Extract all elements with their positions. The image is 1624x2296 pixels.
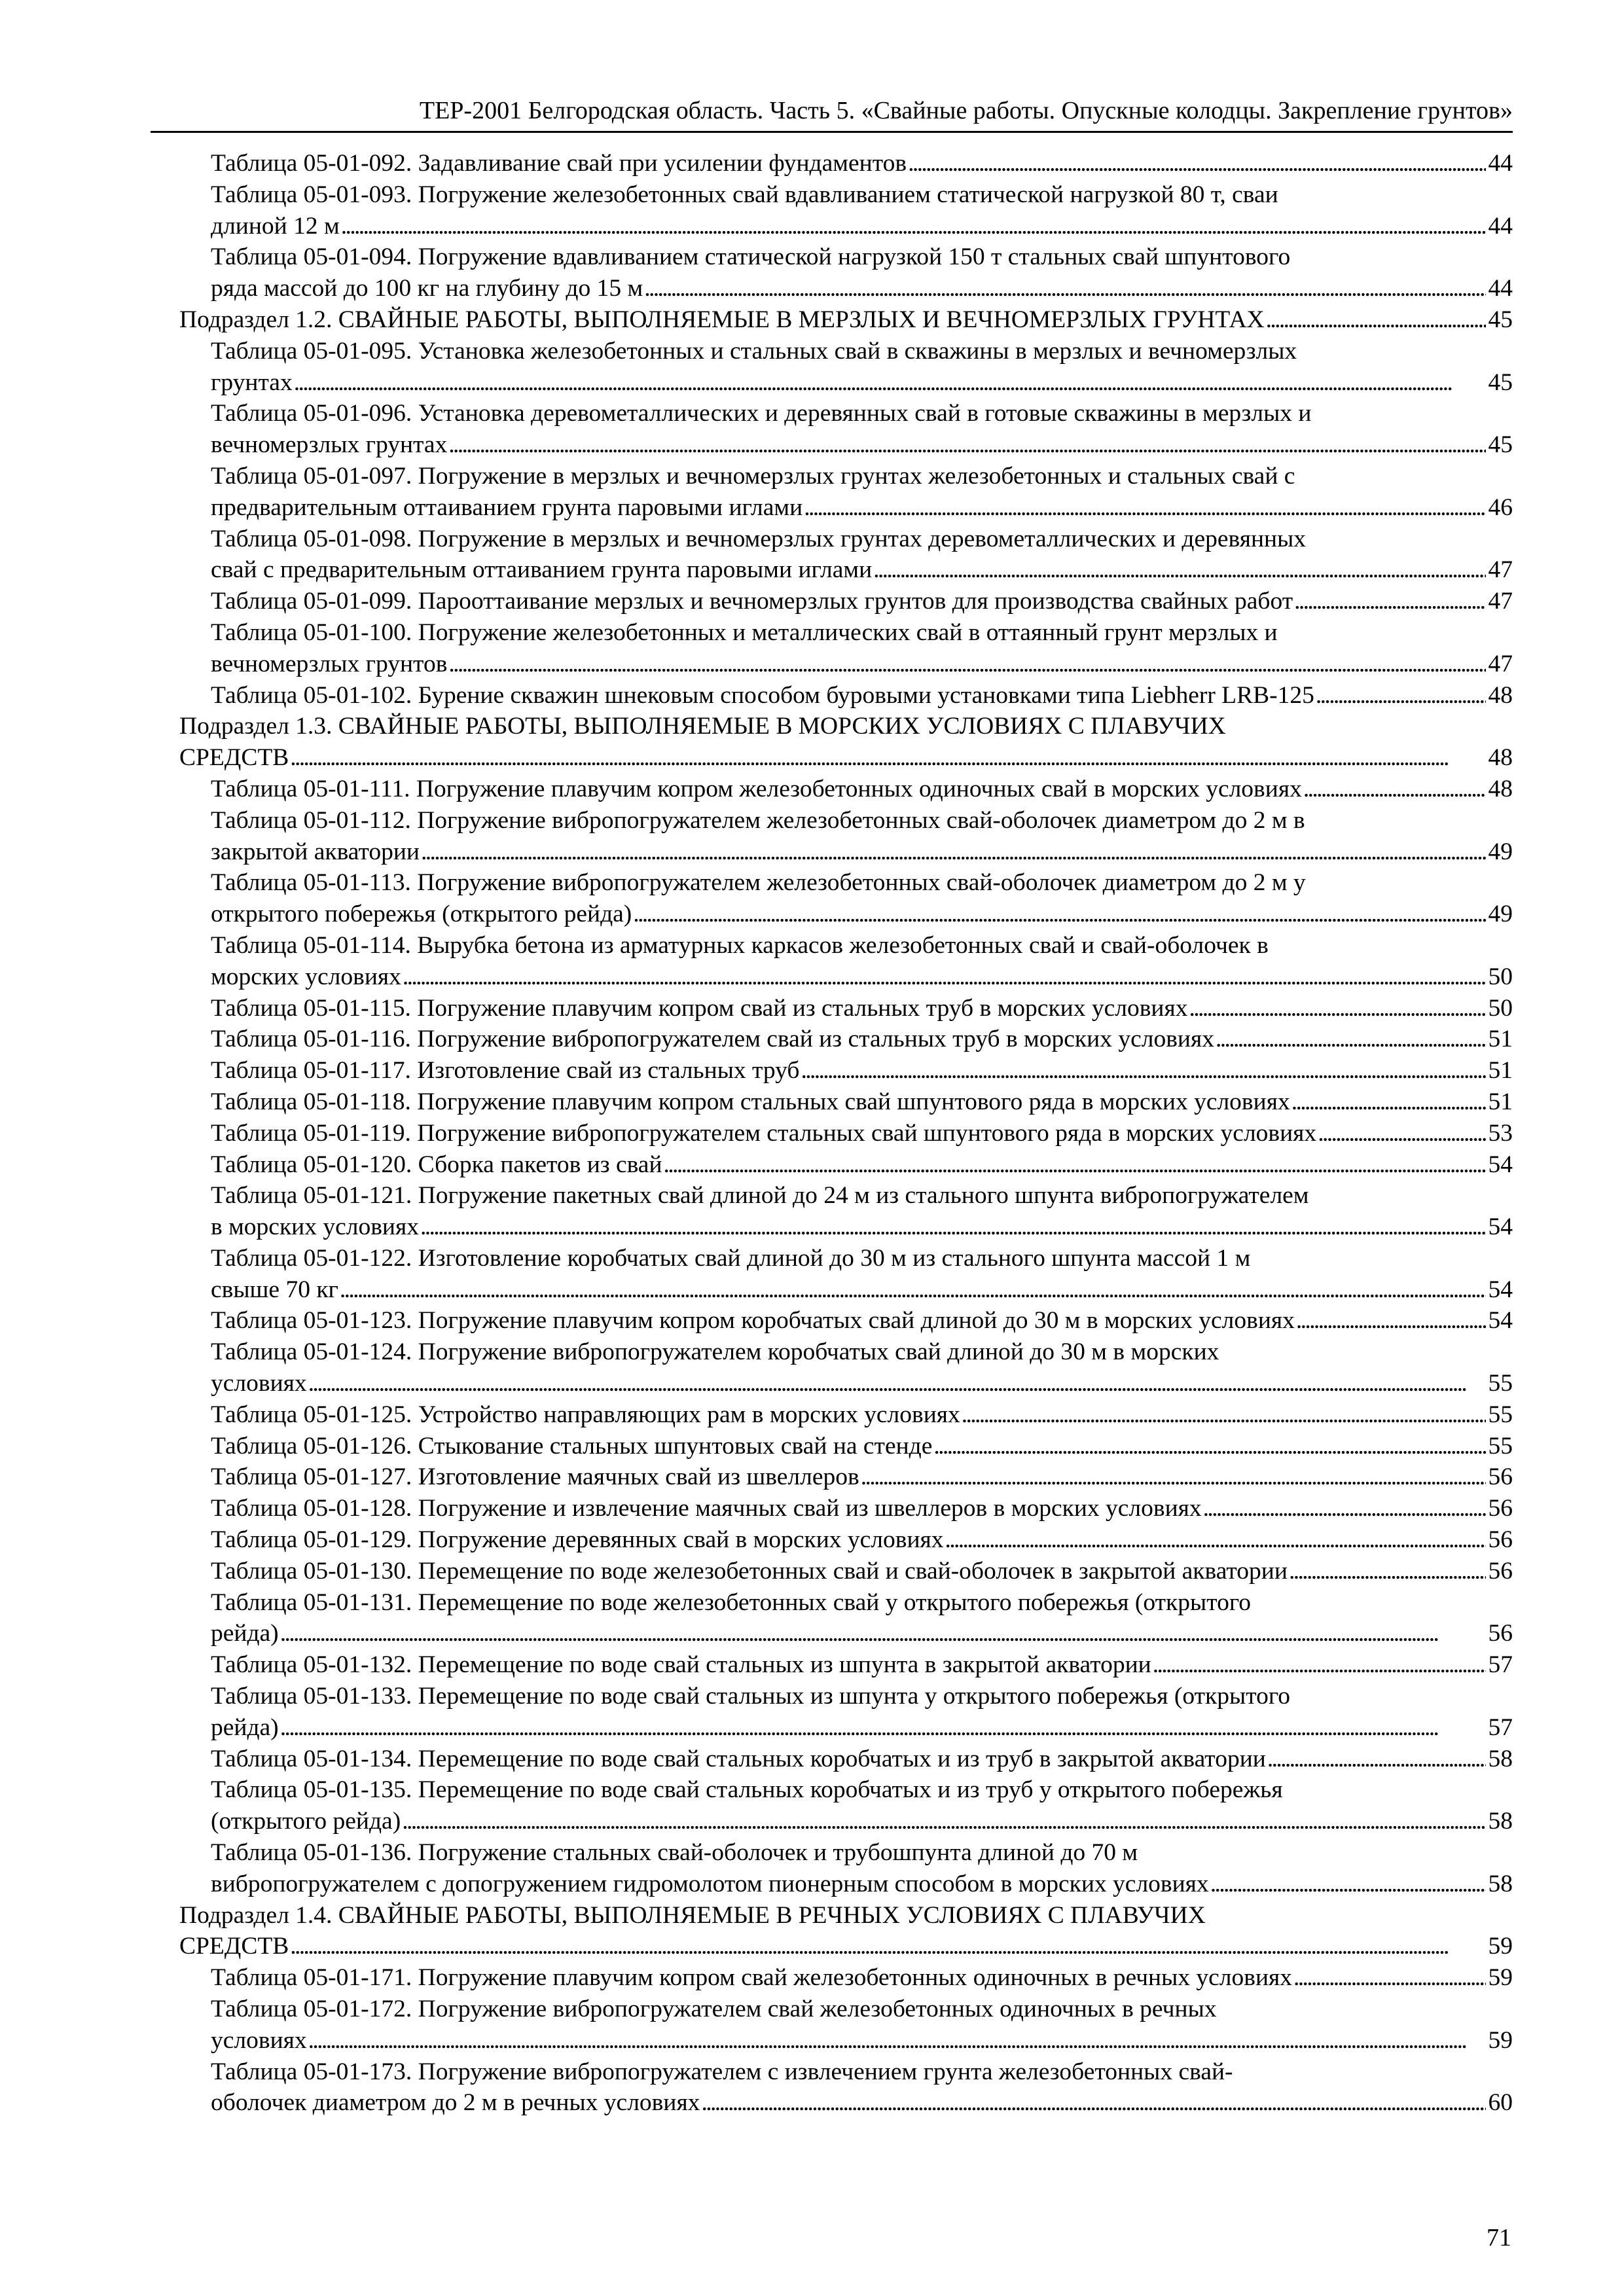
toc-entry-line — [179, 711, 1513, 742]
toc-entry-line — [211, 179, 1513, 211]
toc-page-number: 45 — [1488, 431, 1513, 459]
dot-leader — [420, 1211, 1486, 1243]
toc-page-number: 47 — [1488, 588, 1513, 615]
toc-entry-text: Таблица 05-01-120. Сборка пакетов из свай — [211, 1151, 662, 1178]
toc-entry-text: открытого побережья (открытого рейда) — [211, 901, 632, 928]
toc-section-entry[interactable] — [179, 304, 1513, 336]
toc-entry-text: свай с предварительным оттаиванием грунта паровыми иглами — [211, 556, 873, 584]
toc-page-number: 54 — [1488, 1151, 1513, 1178]
toc-entry-line — [211, 1869, 1513, 1900]
dot-leader — [1153, 1649, 1486, 1681]
toc-page-number: 59 — [1488, 1933, 1513, 1960]
dot-leader — [1318, 1118, 1485, 1149]
toc-entry-text: Подраздел 1.4. СВАЙНЫЕ РАБОТЫ, ВЫПОЛНЯЕМЫЕ В РЕЧНЫХ УСЛОВИЯХ С ПЛАВУЧИХ — [179, 1901, 1206, 1929]
toc-entry-text: (открытого рейда) — [211, 1808, 401, 1835]
toc-entry-text: рейда) — [211, 1713, 279, 1741]
toc-table-entry[interactable] — [179, 867, 1513, 930]
toc-page-number: 58 — [1488, 1870, 1513, 1897]
dot-leader — [633, 899, 1485, 930]
dot-leader — [1291, 1086, 1486, 1118]
toc-entry-text: закрытой акватории — [211, 838, 420, 865]
dot-leader — [804, 492, 1485, 524]
toc-entry-text: Таблица 05-01-094. Погружение вдавливанием статической нагрузкой 150 т стальных свай шпунтового — [211, 243, 1291, 271]
dot-leader — [1203, 1493, 1486, 1524]
toc-entry-text: Таблица 05-01-118. Погружение плавучим копром стальных свай шпунтового ряда в морских условиях — [211, 1088, 1290, 1115]
toc-table-entry[interactable] — [179, 461, 1513, 524]
toc-section-entry[interactable] — [179, 1900, 1513, 1963]
toc-entry-text: Таблица 05-01-127. Изготовление маячных свай из швеллеров — [211, 1463, 859, 1491]
toc-entry-text: Таблица 05-01-116. Погружение вибропогружателем свай из стальных труб в морских условиях — [211, 1026, 1214, 1053]
dot-leader — [280, 1618, 1486, 1649]
toc-table-entry[interactable] — [179, 586, 1513, 617]
toc-entry-text: грунтах — [211, 368, 293, 396]
dot-leader — [933, 1431, 1485, 1462]
toc-entry-line — [179, 1900, 1513, 1931]
toc-page-number: 47 — [1488, 650, 1513, 677]
toc-entry-line — [211, 1524, 1513, 1556]
toc-entry-text: Таблица 05-01-173. Погружение вибропогружателем с извлечением грунта железобетонных свай- — [211, 2058, 1233, 2085]
dot-leader — [421, 836, 1486, 868]
toc-entry-text: Таблица 05-01-096. Установка деревометаллических и деревянных свай в готовые скважины в мерзлых и — [211, 400, 1312, 427]
toc-entry-line — [211, 1493, 1513, 1524]
table-of-contents — [179, 148, 1513, 2119]
toc-entry-line — [211, 211, 1513, 242]
toc-page-number: 51 — [1488, 1026, 1513, 1053]
toc-page-number: 58 — [1488, 1745, 1513, 1772]
toc-entry-text: Таблица 05-01-126. Стыкование стальных шпунтовых свай на стенде — [211, 1432, 933, 1460]
dot-leader — [701, 2087, 1485, 2119]
toc-entry-text: Таблица 05-01-119. Погружение вибропогружателем стальных свай шпунтового ряда в морских условиях — [211, 1119, 1317, 1147]
dot-leader — [1293, 1962, 1485, 1994]
toc-entry-text: рейда) — [211, 1620, 279, 1647]
dot-leader — [664, 1149, 1486, 1181]
toc-entry-line — [211, 899, 1513, 930]
toc-entry-line — [211, 429, 1513, 461]
toc-entry-text: Таблица 05-01-135. Перемещение по воде свай стальных коробчатых и из труб у открытого побережья — [211, 1776, 1283, 1804]
toc-entry-text: Таблица 05-01-117. Изготовление свай из стальных труб — [211, 1057, 800, 1085]
toc-entry-line — [211, 1180, 1513, 1211]
toc-entry-line — [211, 1649, 1513, 1681]
toc-entry-text: вибропогружателем с допогружением гидромолотом пионерным способом в морских условиях — [211, 1870, 1209, 1897]
toc-table-entry[interactable] — [179, 1524, 1513, 1556]
dot-leader — [290, 1931, 1485, 1962]
toc-entry-text: Таблица 05-01-128. Погружение и извлечение маячных свай из швеллеров в морских условиях — [211, 1495, 1202, 1522]
toc-entry-text: условиях — [211, 2026, 307, 2054]
toc-page-number: 45 — [1488, 368, 1513, 396]
toc-page-number: 59 — [1488, 1964, 1513, 1992]
toc-entry-text: Таблица 05-01-133. Перемещение по воде свай стальных из шпунта у открытого побережья (открытого — [211, 1683, 1291, 1710]
toc-entry-line — [211, 2056, 1513, 2088]
toc-entry-line — [211, 461, 1513, 492]
toc-entry-text: Таблица 05-01-134. Перемещение по воде свай стальных коробчатых и из труб в закрытой акватории — [211, 1745, 1266, 1772]
toc-entry-text: вечномерзлых грунтов — [211, 650, 448, 677]
dot-leader — [1216, 1024, 1486, 1055]
toc-entry-text: Таблица 05-01-111. Погружение плавучим копром железобетонных одиночных свай в морских условиях — [211, 775, 1302, 802]
toc-entry-line — [211, 273, 1513, 304]
toc-entry-line — [211, 1556, 1513, 1587]
toc-entry-line — [211, 1712, 1513, 1744]
dot-leader — [294, 367, 1486, 399]
toc-page-number: 51 — [1488, 1057, 1513, 1085]
toc-table-entry[interactable] — [179, 1587, 1513, 1650]
toc-entry-text: ряда массой до 100 кг на глубину до 15 м — [211, 275, 643, 302]
toc-entry-text: Таблица 05-01-130. Перемещение по воде железобетонных свай и свай-оболочек в закрытой акватории — [211, 1557, 1288, 1585]
toc-entry-line — [211, 961, 1513, 993]
toc-table-entry[interactable] — [179, 1556, 1513, 1587]
toc-table-entry[interactable] — [179, 336, 1513, 399]
toc-entry-line — [211, 1837, 1513, 1869]
toc-table-entry[interactable] — [179, 1055, 1513, 1086]
toc-entry-line — [211, 586, 1513, 617]
toc-entry-text: Таблица 05-01-171. Погружение плавучим копром свай железобетонных одиночных в речных условиях — [211, 1964, 1293, 1992]
toc-page-number: 44 — [1488, 212, 1513, 240]
toc-entry-line — [211, 336, 1513, 367]
dot-leader — [1210, 1869, 1486, 1900]
toc-entry-line — [211, 649, 1513, 680]
dot-leader — [1267, 1744, 1486, 1775]
toc-entry-line — [211, 1994, 1513, 2025]
toc-page-number: 51 — [1488, 1088, 1513, 1115]
dot-leader — [873, 554, 1485, 586]
toc-table-entry[interactable] — [179, 1149, 1513, 1181]
toc-table-entry[interactable] — [179, 148, 1513, 179]
toc-entry-text: оболочек диаметром до 2 м в речных условиях — [211, 2089, 700, 2117]
toc-table-entry[interactable] — [179, 1744, 1513, 1775]
toc-table-entry[interactable] — [179, 1493, 1513, 1524]
toc-entry-line — [211, 1211, 1513, 1243]
toc-table-entry[interactable] — [179, 1024, 1513, 1055]
toc-entry-text: вечномерзлых грунтах — [211, 431, 448, 459]
toc-entry-text: Таблица 05-01-114. Вырубка бетона из арматурных каркасов железобетонных свай и свай-оболочек в — [211, 931, 1269, 959]
toc-entry-text: Таблица 05-01-172. Погружение вибропогружателем свай железобетонных одиночных в речных — [211, 1996, 1217, 2023]
toc-entry-line — [211, 1149, 1513, 1181]
toc-entry-line — [211, 680, 1513, 711]
toc-page-number: 57 — [1488, 1713, 1513, 1741]
toc-entry-line — [211, 1774, 1513, 1806]
toc-entry-line — [211, 1086, 1513, 1118]
toc-entry-line — [211, 242, 1513, 273]
toc-entry-line — [211, 1462, 1513, 1493]
toc-table-entry[interactable] — [179, 993, 1513, 1024]
toc-table-entry[interactable] — [179, 1243, 1513, 1306]
toc-page-number: 58 — [1488, 1808, 1513, 1835]
dot-leader — [290, 742, 1485, 774]
toc-entry-text: Таблица 05-01-129. Погружение деревянных свай в морских условиях — [211, 1526, 944, 1554]
toc-entry-text: Таблица 05-01-113. Погружение вибропогружателем железобетонных свай-оболочек диаметром до 2 м у — [211, 869, 1306, 897]
toc-entry-text: Подраздел 1.2. СВАЙНЫЕ РАБОТЫ, ВЫПОЛНЯЕМЫЕ В МЕРЗЛЫХ И ВЕЧНОМЕРЗЛЫХ ГРУНТАХ — [179, 306, 1265, 333]
dot-leader — [448, 649, 1485, 680]
toc-page-number: 54 — [1488, 1213, 1513, 1241]
toc-entry-line — [179, 304, 1513, 336]
toc-entry-text: Таблица 05-01-122. Изготовление коробчатых свай длиной до 30 м из стального шпунта массой 1 м — [211, 1244, 1251, 1272]
toc-table-entry[interactable] — [179, 179, 1513, 242]
toc-entry-line — [211, 2025, 1513, 2056]
toc-page-number: 60 — [1488, 2089, 1513, 2117]
dot-leader — [1189, 993, 1486, 1024]
toc-entry-line — [211, 1024, 1513, 1055]
toc-table-entry[interactable] — [179, 1399, 1513, 1431]
toc-entry-text: Таблица 05-01-123. Погружение плавучим копром коробчатых свай длиной до 30 м в морских условиях — [211, 1307, 1295, 1335]
toc-page-number: 44 — [1488, 150, 1513, 177]
toc-page-number: 56 — [1488, 1463, 1513, 1491]
toc-entry-line — [211, 1431, 1513, 1462]
toc-table-entry[interactable] — [179, 805, 1513, 868]
toc-table-entry[interactable] — [179, 1994, 1513, 2056]
toc-entry-text: Таблица 05-01-092. Задавливание свай при усилении фундаментов — [211, 150, 907, 177]
toc-table-entry[interactable] — [179, 1086, 1513, 1118]
toc-entry-line — [211, 148, 1513, 179]
dot-leader — [1296, 1305, 1486, 1336]
toc-entry-line — [211, 1806, 1513, 1837]
toc-page-number: 54 — [1488, 1307, 1513, 1335]
toc-entry-line — [211, 1587, 1513, 1619]
dot-leader — [340, 1274, 1486, 1306]
toc-page-number: 47 — [1488, 556, 1513, 584]
toc-page-number: 56 — [1488, 1557, 1513, 1585]
toc-entry-line — [179, 1931, 1513, 1962]
toc-entry-text: Таблица 05-01-131. Перемещение по воде железобетонных свай у открытого побережья (открытого — [211, 1588, 1252, 1616]
toc-entry-text: Таблица 05-01-100. Погружение железобетонных и металлических свай в оттаянный грунт мерзлых и — [211, 619, 1278, 646]
toc-page-number: 56 — [1488, 1620, 1513, 1647]
toc-entry-line — [211, 1962, 1513, 1994]
toc-page-number: 49 — [1488, 901, 1513, 928]
toc-table-entry[interactable] — [179, 1118, 1513, 1149]
toc-page-number: 56 — [1488, 1495, 1513, 1522]
toc-entry-line — [211, 1118, 1513, 1149]
dot-leader — [908, 148, 1485, 179]
toc-entry-text: Подраздел 1.3. СВАЙНЫЕ РАБОТЫ, ВЫПОЛНЯЕМЫЕ В МОРСКИХ УСЛОВИЯХ С ПЛАВУЧИХ — [179, 713, 1226, 740]
toc-entry-text: Таблица 05-01-095. Установка железобетонных и стальных свай в скважины в мерзлых и вечномерзлых — [211, 337, 1297, 365]
toc-entry-line — [211, 993, 1513, 1024]
page-number: 71 — [1487, 2224, 1511, 2251]
dot-leader — [280, 1712, 1486, 1744]
toc-page-number: 49 — [1488, 838, 1513, 865]
toc-page-number: 55 — [1488, 1432, 1513, 1460]
toc-page-number: 48 — [1488, 681, 1513, 709]
toc-entry-text: Таблица 05-01-124. Погружение вибропогружателем коробчатых свай длиной до 30 м в морских — [211, 1338, 1219, 1366]
toc-page-number: 59 — [1488, 2026, 1513, 2054]
toc-entry-text: морских условиях — [211, 963, 401, 990]
toc-page-number: 45 — [1488, 306, 1513, 333]
toc-entry-text: условиях — [211, 1370, 307, 1397]
toc-entry-line — [211, 1305, 1513, 1336]
toc-entry-text: Таблица 05-01-112. Погружение вибропогружателем железобетонных свай-оболочек диаметром до 2 м в — [211, 806, 1305, 834]
toc-entry-line — [211, 554, 1513, 586]
toc-table-entry[interactable] — [179, 1305, 1513, 1336]
toc-entry-text: Таблица 05-01-132. Перемещение по воде свай стальных из шпунта в закрытой акватории — [211, 1651, 1151, 1679]
toc-entry-text: Таблица 05-01-102. Бурение скважин шнековым способом буровыми установками типа Liebherr LRB-125 — [211, 681, 1314, 709]
toc-entry-text: Таблица 05-01-099. Парооттаивание мерзлых и вечномерзлых грунтов для производства свайных работ — [211, 588, 1293, 615]
toc-entry-text: длиной 12 м — [211, 212, 340, 240]
toc-page-number: 44 — [1488, 275, 1513, 302]
toc-entry-text: Таблица 05-01-115. Погружение плавучим копром свай из стальных труб в морских условиях — [211, 994, 1188, 1022]
toc-entry-line — [211, 867, 1513, 899]
toc-entry-line — [211, 367, 1513, 399]
toc-table-entry[interactable] — [179, 242, 1513, 304]
toc-entry-text: свыше 70 кг — [211, 1276, 338, 1303]
dot-leader — [801, 1055, 1486, 1086]
toc-entry-line — [211, 1681, 1513, 1712]
toc-entry-text: Таблица 05-01-125. Устройство направляющих рам в морских условиях — [211, 1401, 960, 1428]
toc-page-number: 48 — [1488, 744, 1513, 772]
dot-leader — [448, 429, 1485, 461]
toc-entry-text: Таблица 05-01-098. Погружение в мерзлых и вечномерзлых грунтах деревометаллических и деревянных — [211, 525, 1307, 552]
dot-leader — [1303, 774, 1486, 805]
dot-leader — [1294, 586, 1485, 617]
toc-page-number: 57 — [1488, 1651, 1513, 1679]
toc-entry-text: СРЕДСТВ — [179, 744, 289, 772]
toc-table-entry[interactable] — [179, 1180, 1513, 1243]
dot-leader — [308, 2025, 1486, 2056]
toc-table-entry[interactable] — [179, 1774, 1513, 1837]
toc-entry-text: Таблица 05-01-136. Погружение стальных свай-оболочек и трубошпунта длиной до 70 м — [211, 1839, 1138, 1867]
toc-table-entry[interactable] — [179, 1336, 1513, 1399]
toc-page-number: 50 — [1488, 963, 1513, 990]
toc-table-entry[interactable] — [179, 1649, 1513, 1681]
dot-leader — [1316, 680, 1486, 711]
toc-entry-line — [211, 1618, 1513, 1649]
toc-entry-line — [211, 1336, 1513, 1368]
toc-entry-line — [211, 774, 1513, 805]
toc-page-number: 46 — [1488, 493, 1513, 521]
toc-entry-line — [211, 805, 1513, 836]
toc-page-number: 48 — [1488, 775, 1513, 802]
toc-table-entry[interactable] — [179, 1837, 1513, 1900]
toc-page-number: 50 — [1488, 994, 1513, 1022]
toc-entry-line — [211, 1274, 1513, 1306]
toc-page-number: 55 — [1488, 1401, 1513, 1428]
toc-table-entry[interactable] — [179, 1462, 1513, 1493]
toc-entry-line — [211, 1368, 1513, 1399]
toc-table-entry[interactable] — [179, 1962, 1513, 1994]
toc-table-entry[interactable] — [179, 524, 1513, 586]
dot-leader — [861, 1462, 1486, 1493]
toc-entry-text: Таблица 05-01-093. Погружение железобетонных свай вдавливанием статической нагрузкой 80 т, сваи — [211, 181, 1278, 208]
toc-entry-text: Таблица 05-01-097. Погружение в мерзлых и вечномерзлых грунтах железобетонных и стальных свай с — [211, 462, 1295, 490]
running-header: ТЕР-2001 Белгородская область. Часть 5. «Свайные работы. Опускные колодцы. Закрепление грунтов» — [419, 97, 1513, 124]
toc-table-entry[interactable] — [179, 398, 1513, 461]
toc-entry-line — [211, 524, 1513, 555]
toc-entry-text: предварительным оттаиванием грунта паровыми иглами — [211, 493, 803, 521]
toc-entry-line — [211, 1243, 1513, 1274]
toc-entry-line — [211, 836, 1513, 868]
dot-leader — [962, 1399, 1486, 1431]
toc-entry-text: СРЕДСТВ — [179, 1933, 289, 1960]
toc-entry-line — [211, 930, 1513, 961]
toc-table-entry[interactable] — [179, 1681, 1513, 1744]
toc-entry-line — [211, 2087, 1513, 2119]
toc-page-number: 53 — [1488, 1119, 1513, 1147]
toc-entry-line — [211, 1744, 1513, 1775]
toc-entry-line — [211, 398, 1513, 429]
toc-entry-text: Таблица 05-01-121. Погружение пакетных свай длиной до 24 м из стального шпунта вибропогружателем — [211, 1182, 1309, 1210]
dot-leader — [308, 1368, 1486, 1399]
toc-table-entry[interactable] — [179, 930, 1513, 993]
toc-entry-line — [211, 1055, 1513, 1086]
toc-table-entry[interactable] — [179, 774, 1513, 805]
toc-entry-line — [179, 742, 1513, 774]
dot-leader — [341, 211, 1486, 242]
dot-leader — [402, 1806, 1485, 1837]
header-rule — [151, 131, 1513, 133]
toc-table-entry[interactable] — [179, 680, 1513, 711]
toc-table-entry[interactable] — [179, 1431, 1513, 1462]
dot-leader — [945, 1524, 1486, 1556]
toc-entry-line — [211, 1399, 1513, 1431]
toc-page-number: 54 — [1488, 1276, 1513, 1303]
dot-leader — [1289, 1556, 1486, 1587]
toc-table-entry[interactable] — [179, 2056, 1513, 2119]
toc-entry-text: в морских условиях — [211, 1213, 419, 1241]
toc-section-entry[interactable] — [179, 711, 1513, 774]
toc-page-number: 55 — [1488, 1370, 1513, 1397]
dot-leader — [403, 961, 1486, 993]
dot-leader — [1266, 304, 1486, 336]
toc-table-entry[interactable] — [179, 617, 1513, 680]
toc-page-number: 56 — [1488, 1526, 1513, 1554]
toc-entry-line — [211, 617, 1513, 649]
dot-leader — [644, 273, 1485, 304]
toc-entry-line — [211, 492, 1513, 524]
